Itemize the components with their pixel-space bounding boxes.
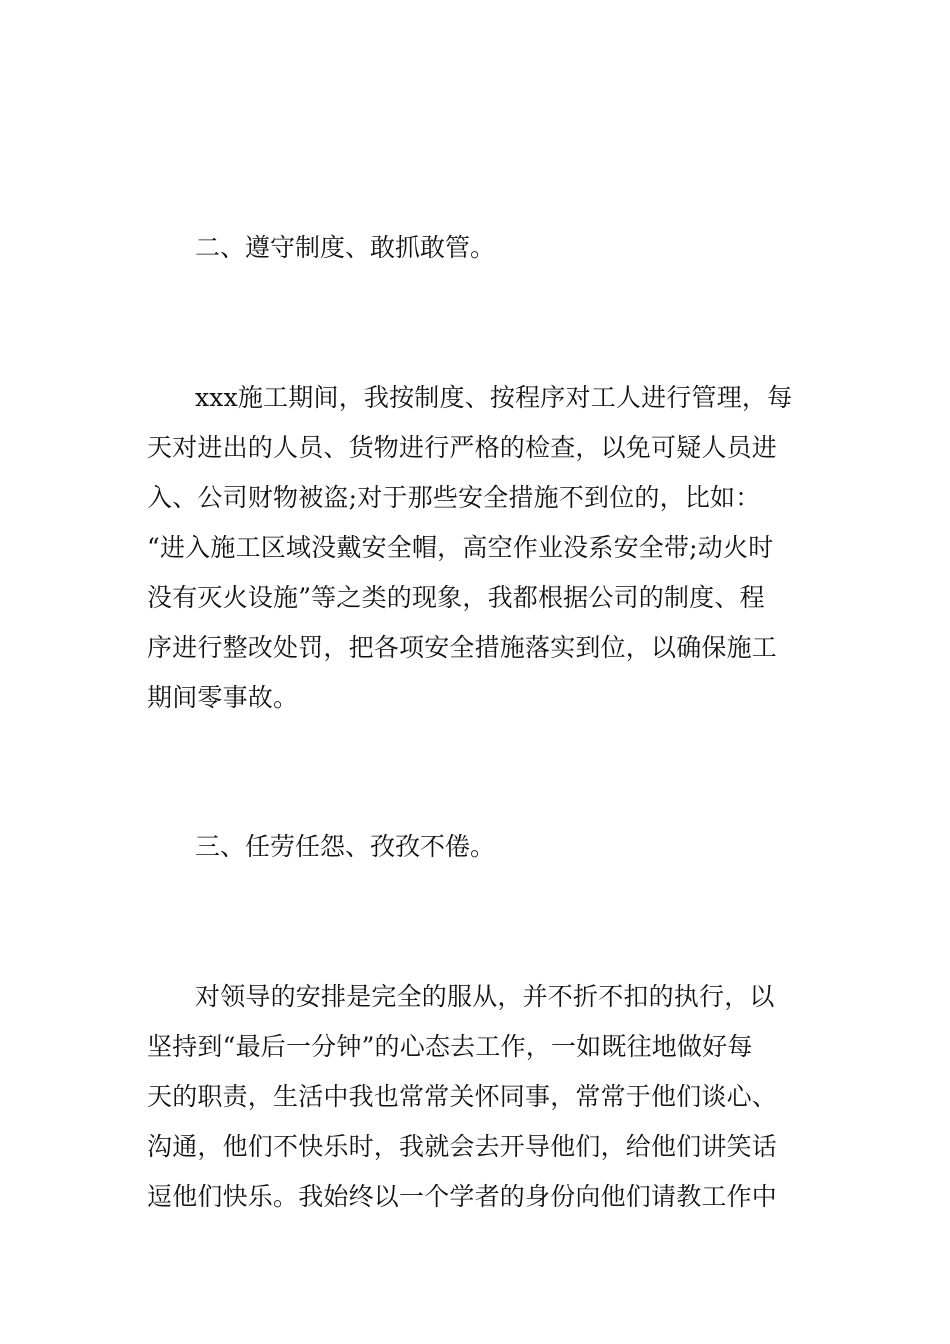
paragraph-line: 期间零事故。 <box>147 683 299 712</box>
paragraph-line: xxx施工期间，我按制度、按程序对工人进行管理，每 <box>195 383 793 412</box>
section-heading-3: 三、任劳任怨、孜孜不倦。 <box>195 832 496 861</box>
paragraph-line: 序进行整改处罚，把各项安全措施落实到位，以确保施工 <box>147 633 778 662</box>
paragraph-line: 没有灭火设施”等之类的现象，我都根据公司的制度、程 <box>147 583 765 612</box>
paragraph-line: 对领导的安排是完全的服从，并不折不扣的执行，以 <box>195 982 775 1011</box>
paragraph-line: 天对进出的人员、货物进行严格的检查，以免可疑人员进 <box>147 433 778 462</box>
section-paragraph-3 <box>147 972 807 1222</box>
paragraph-line: 沟通，他们不快乐时，我就会去开导他们，给他们讲笑话 <box>147 1132 778 1161</box>
paragraph-line: 坚持到“最后一分钟”的心态去工作，一如既往地做好每 <box>147 1032 753 1061</box>
paragraph-line: “进入施工区域没戴安全帽，高空作业没系安全带;动火时 <box>147 533 774 562</box>
section-heading-2: 二、遵守制度、敢抓敢管。 <box>195 233 496 262</box>
paragraph-line: 天的职责，生活中我也常常关怀同事，常常于他们谈心、 <box>147 1082 778 1111</box>
paragraph-line: 入、公司财物被盗;对于那些安全措施不到位的，比如： <box>147 483 761 512</box>
section-paragraph-2 <box>147 373 807 723</box>
paragraph-line: 逗他们快乐。我始终以一个学者的身份向他们请教工作中 <box>147 1182 778 1211</box>
